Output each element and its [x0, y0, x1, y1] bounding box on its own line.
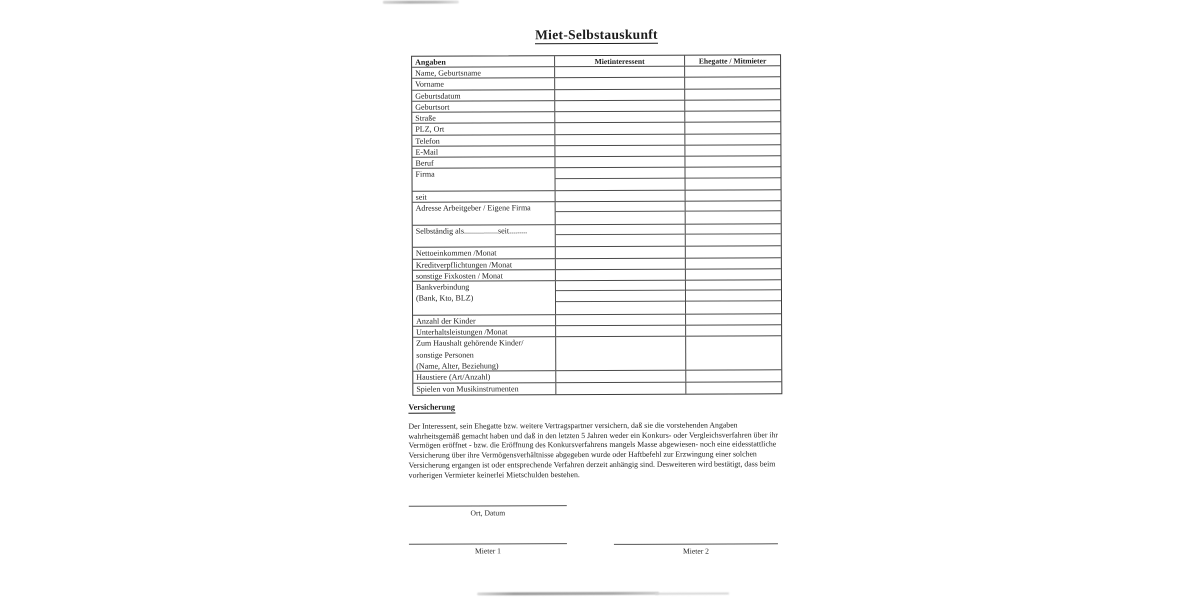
table-row [412, 168, 780, 192]
input-cell-ehegatte [686, 382, 781, 394]
row-label: Spielen von Musikinstrumenten [413, 383, 556, 395]
input-cell-ehegatte [686, 224, 781, 246]
input-line [686, 280, 781, 291]
input-line [686, 337, 781, 370]
input-cell-mietinteressent [556, 191, 686, 202]
input-line [685, 134, 780, 145]
table-row [413, 280, 781, 315]
input-cell-mietinteressent [556, 224, 686, 246]
header-mietinteressent: Mietinteressent [555, 56, 685, 66]
input-line [686, 224, 781, 235]
row-label: Zum Haushalt gehörende Kinder/ sonstige Personen (Name, Alter, Beziehung) [413, 338, 556, 371]
input-line [556, 212, 685, 224]
input-line [556, 301, 685, 313]
input-cell-mietinteressent [556, 337, 686, 370]
input-line [556, 382, 685, 394]
input-line [686, 201, 781, 212]
input-line [685, 145, 780, 156]
input-line [556, 281, 685, 292]
input-cell-mietinteressent [556, 258, 686, 269]
row-label: Name, Geburtsname [412, 67, 555, 78]
input-line [556, 247, 685, 258]
row-label: E-Mail [412, 146, 555, 157]
input-cell-mietinteressent [555, 78, 685, 89]
input-line [685, 156, 780, 167]
input-cell-ehegatte [685, 156, 780, 167]
row-label: Geburtsort [412, 101, 555, 112]
input-line [686, 247, 781, 258]
row-label: Geburtsdatum [412, 90, 555, 101]
table-rows [412, 66, 781, 394]
input-line [685, 123, 780, 134]
input-cell-ehegatte [685, 89, 780, 100]
input-cell-mietinteressent [556, 326, 686, 337]
input-cell-mietinteressent [555, 112, 685, 123]
input-line [555, 100, 684, 111]
input-line [685, 66, 780, 77]
row-label: Beruf [412, 157, 555, 168]
input-line [555, 89, 684, 100]
input-cell-mietinteressent [555, 157, 685, 168]
input-cell-ehegatte [686, 325, 781, 336]
input-cell-ehegatte [686, 280, 781, 313]
input-line [686, 212, 781, 224]
input-cell-mietinteressent [556, 269, 686, 280]
input-line [556, 191, 685, 202]
table-row [413, 337, 781, 372]
input-cell-mietinteressent [556, 247, 686, 258]
input-cell-ehegatte [686, 314, 781, 325]
input-cell-ehegatte [685, 145, 780, 156]
input-line [685, 100, 780, 111]
signature-block-mieter1 [409, 543, 567, 555]
input-line [555, 78, 684, 89]
input-line [685, 78, 780, 89]
input-line [555, 112, 684, 123]
input-line [556, 337, 685, 370]
row-label: Bankverbindung (Bank, Kto, BLZ) [413, 281, 556, 314]
input-line [686, 371, 781, 382]
input-line [686, 291, 781, 302]
input-cell-mietinteressent [556, 382, 686, 394]
input-cell-mietinteressent [556, 202, 686, 224]
input-cell-ehegatte [685, 111, 780, 122]
signature-block-mieter2 [614, 543, 778, 555]
input-line [556, 178, 685, 190]
page-title: Miet-Selbstauskunft [535, 26, 658, 43]
row-label: Unterhaltsleistungen /Monat [413, 326, 556, 337]
scan-artifact-bottom [477, 592, 659, 596]
scan-artifact-top [383, 1, 459, 4]
input-line [556, 291, 685, 302]
input-line [686, 301, 781, 313]
input-cell-mietinteressent [555, 146, 685, 157]
input-cell-ehegatte [686, 371, 781, 382]
row-label: Anzahl der Kinder [413, 315, 556, 326]
input-cell-mietinteressent [556, 315, 686, 326]
input-line [686, 314, 781, 325]
table-row [413, 224, 781, 248]
input-cell-mietinteressent [556, 281, 686, 314]
input-line [686, 178, 781, 190]
row-label: Haustiere (Art/Anzahl) [413, 371, 556, 382]
input-line [556, 202, 685, 213]
row-label: Firma [412, 169, 555, 191]
input-cell-ehegatte [686, 269, 781, 280]
row-label: Kreditverpflichtungen /Monat [413, 259, 556, 270]
row-label: sonstige Fixkosten / Monat [413, 270, 556, 281]
input-line [556, 371, 685, 382]
table-row [413, 382, 781, 395]
table-row [413, 201, 781, 225]
row-label: Straße [412, 112, 555, 123]
input-line [686, 234, 781, 246]
input-line [686, 325, 781, 336]
input-cell-mietinteressent [555, 123, 685, 134]
input-line [685, 89, 780, 100]
input-cell-mietinteressent [555, 168, 685, 190]
input-line [556, 258, 685, 269]
input-line [556, 326, 685, 337]
scan-artifact-bottom-tail [655, 592, 729, 594]
input-cell-ehegatte [685, 123, 780, 134]
input-line [685, 111, 780, 122]
input-line [556, 315, 685, 326]
row-label: Telefon [412, 135, 555, 146]
input-cell-ehegatte [686, 337, 781, 370]
signature-block-ort-datum [409, 505, 567, 517]
input-line [555, 168, 684, 179]
input-cell-ehegatte [685, 168, 780, 190]
self-disclosure-table [411, 54, 782, 395]
ort-datum-label: Ort, Datum [470, 507, 506, 517]
input-line [555, 157, 684, 168]
row-label: seit [413, 191, 556, 202]
input-cell-ehegatte [686, 247, 781, 258]
row-label: Vorname [412, 78, 555, 89]
input-line [555, 146, 684, 157]
input-cell-mietinteressent [555, 89, 685, 100]
input-line [556, 224, 685, 235]
row-label: Selbständig als.................seit......... [413, 225, 556, 247]
input-cell-ehegatte [685, 66, 780, 77]
input-line [555, 67, 684, 78]
input-line [685, 168, 780, 179]
input-cell-mietinteressent [555, 134, 685, 145]
input-cell-ehegatte [685, 100, 780, 111]
input-cell-ehegatte [685, 78, 780, 89]
row-label: PLZ, Ort [412, 123, 555, 134]
input-cell-ehegatte [686, 201, 781, 223]
input-line [555, 134, 684, 145]
input-cell-ehegatte [685, 134, 780, 145]
mieter1-label: Mieter 1 [474, 545, 501, 555]
input-line [556, 235, 685, 247]
row-label: Nettoeinkommen /Monat [413, 247, 556, 258]
input-line [686, 382, 781, 394]
mieter2-label: Mieter 2 [682, 546, 709, 556]
input-cell-mietinteressent [555, 100, 685, 111]
input-line [555, 123, 684, 134]
input-cell-mietinteressent [555, 67, 685, 78]
header-angaben: Angaben [412, 56, 555, 67]
input-cell-ehegatte [686, 258, 781, 269]
row-label: Adresse Arbeitgeber / Eigene Firma [413, 202, 556, 224]
input-line [686, 258, 781, 269]
versicherung-paragraph: Der Interessent, sein Ehegatte bzw. weitere Vertragspartner versichern, daß sie die vorstehenden Angaben wahrheitsgemäß gemacht haben und daß in den letzten 5 Jahren weder ein Konkurs- oder Vergleichsverfahren über ihr Vermögen eröffnet - bzw. die Eröffnung des Konkursverfahrens mangels Masse abgewiesen- noch eine eidesstattliche Versicherung über ihre Vermögensverhältnisse abgegeben wurde oder Haftbefehl zur Erzwingung einer solchen Versicherung ergangen ist oder entsprechende Verfahren derzeit anhängig sind. Desweiteren wird bestätigt, dass beim vorherigen Vermieter keinerlei Mietschulden bestehen. [408, 420, 779, 480]
input-cell-mietinteressent [556, 371, 686, 382]
input-line [686, 269, 781, 280]
input-line [556, 269, 685, 280]
versicherung-heading: Versicherung [408, 402, 455, 412]
input-line [686, 190, 781, 201]
input-cell-ehegatte [686, 190, 781, 201]
header-ehegatte-mitmieter: Ehegatte / Mitmieter [698, 56, 767, 66]
